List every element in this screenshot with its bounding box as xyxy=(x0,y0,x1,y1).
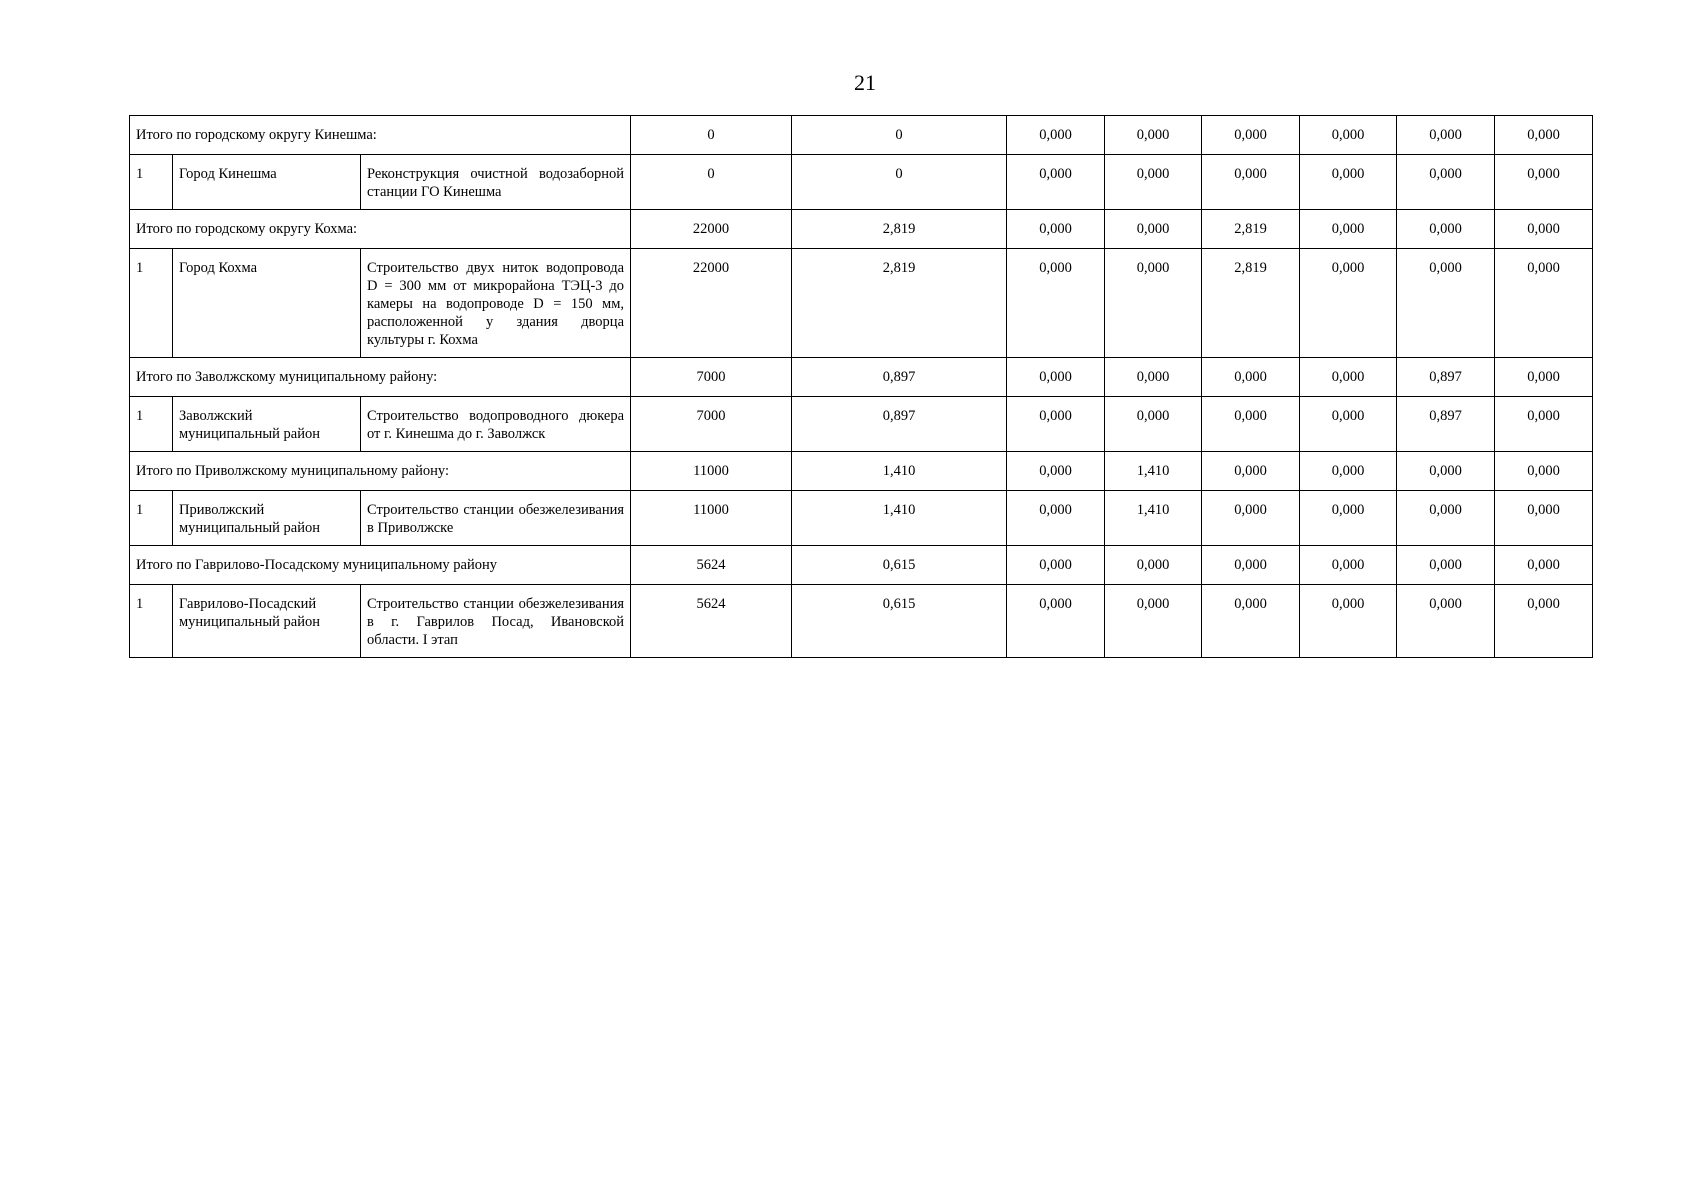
value-cell: 0,000 xyxy=(1105,397,1202,452)
total-value-cell: 0,000 xyxy=(1202,546,1300,585)
total-value-cell: 0,000 xyxy=(1397,210,1495,249)
value-cell: 0,897 xyxy=(1397,397,1495,452)
value-cell: 0,000 xyxy=(1105,585,1202,658)
project-description-cell: Реконструкция очистной водозаборной станции ГО Кинешма xyxy=(361,155,631,210)
total-value-cell: 0,000 xyxy=(1007,546,1105,585)
project-description-cell: Строительство водопроводного дюкера от г. Кинешма до г. Заволжск xyxy=(361,397,631,452)
total-value-cell: 0,000 xyxy=(1105,546,1202,585)
total-value-cell: 0,000 xyxy=(1495,116,1593,155)
value-cell: 0,000 xyxy=(1495,155,1593,210)
total-value-cell: 5624 xyxy=(631,546,792,585)
value-cell: 0,897 xyxy=(792,397,1007,452)
total-value-cell: 0,000 xyxy=(1007,452,1105,491)
total-value-cell: 0,000 xyxy=(1007,358,1105,397)
total-value-cell: 11000 xyxy=(631,452,792,491)
total-value-cell: 0,000 xyxy=(1105,210,1202,249)
table-row xyxy=(130,249,1593,358)
total-value-cell: 0,000 xyxy=(1007,210,1105,249)
value-cell: 0,000 xyxy=(1007,585,1105,658)
project-description-cell: Строительство двух ниток водопровода D = 300 мм от микрорайона ТЭЦ-3 до камеры на водопроводе D = 150 мм, расположенной у здания дворца культуры г. Кохма xyxy=(361,249,631,358)
value-cell: 0,000 xyxy=(1397,585,1495,658)
value-cell: 0,000 xyxy=(1105,249,1202,358)
total-value-cell: 0 xyxy=(631,116,792,155)
total-value-cell: 0,000 xyxy=(1300,546,1397,585)
value-cell: 0,000 xyxy=(1397,491,1495,546)
total-value-cell: 0,000 xyxy=(1495,210,1593,249)
table-row xyxy=(130,155,1593,210)
table-row xyxy=(130,585,1593,658)
total-value-cell: 0 xyxy=(792,116,1007,155)
total-value-cell: 0,000 xyxy=(1495,452,1593,491)
total-value-cell: 1,410 xyxy=(1105,452,1202,491)
value-cell: 0,000 xyxy=(1495,585,1593,658)
value-cell: 0,000 xyxy=(1300,249,1397,358)
value-cell: 7000 xyxy=(631,397,792,452)
total-value-cell: 0,000 xyxy=(1202,116,1300,155)
value-cell: 0 xyxy=(792,155,1007,210)
total-row xyxy=(130,546,1593,585)
project-description-cell: Строительство станции обезжелезивания в Приволжске xyxy=(361,491,631,546)
value-cell: 0,000 xyxy=(1495,249,1593,358)
value-cell: 0,000 xyxy=(1105,155,1202,210)
row-index: 1 xyxy=(130,585,173,658)
total-value-cell: 7000 xyxy=(631,358,792,397)
municipality-cell: Приволжский муниципальный район xyxy=(173,491,361,546)
value-cell: 5624 xyxy=(631,585,792,658)
page-number: 21 xyxy=(854,70,876,95)
row-index: 1 xyxy=(130,397,173,452)
value-cell: 0,000 xyxy=(1007,155,1105,210)
value-cell: 0,000 xyxy=(1397,249,1495,358)
total-value-cell: 2,819 xyxy=(1202,210,1300,249)
total-value-cell: 0,000 xyxy=(1397,116,1495,155)
total-value-cell: 0,000 xyxy=(1007,116,1105,155)
table-row xyxy=(130,491,1593,546)
row-index: 1 xyxy=(130,155,173,210)
value-cell: 0 xyxy=(631,155,792,210)
value-cell: 0,000 xyxy=(1495,397,1593,452)
municipality-cell: Город Кохма xyxy=(173,249,361,358)
total-value-cell: 0,000 xyxy=(1495,358,1593,397)
value-cell: 0,000 xyxy=(1007,397,1105,452)
total-value-cell: 0,897 xyxy=(792,358,1007,397)
total-value-cell: 0,000 xyxy=(1300,116,1397,155)
total-value-cell: 0,000 xyxy=(1105,116,1202,155)
total-row xyxy=(130,116,1593,155)
municipality-cell: Заволжский муниципальный район xyxy=(173,397,361,452)
value-cell: 2,819 xyxy=(792,249,1007,358)
total-row xyxy=(130,210,1593,249)
total-value-cell: 1,410 xyxy=(792,452,1007,491)
value-cell: 1,410 xyxy=(1105,491,1202,546)
total-value-cell: 0,000 xyxy=(1495,546,1593,585)
total-value-cell: 0,000 xyxy=(1202,452,1300,491)
total-label: Итого по Приволжскому муниципальному району: xyxy=(130,452,631,491)
value-cell: 0,000 xyxy=(1202,155,1300,210)
value-cell: 11000 xyxy=(631,491,792,546)
value-cell: 0,000 xyxy=(1202,585,1300,658)
total-value-cell: 0,615 xyxy=(792,546,1007,585)
value-cell: 2,819 xyxy=(1202,249,1300,358)
total-value-cell: 0,000 xyxy=(1300,452,1397,491)
total-value-cell: 0,000 xyxy=(1300,358,1397,397)
total-value-cell: 22000 xyxy=(631,210,792,249)
total-label: Итого по городскому округу Кохма: xyxy=(130,210,631,249)
value-cell: 0,000 xyxy=(1202,397,1300,452)
total-label: Итого по городскому округу Кинешма: xyxy=(130,116,631,155)
table-row xyxy=(130,397,1593,452)
total-label: Итого по Гаврилово-Посадскому муниципальному району xyxy=(130,546,631,585)
value-cell: 0,615 xyxy=(792,585,1007,658)
municipality-cell: Город Кинешма xyxy=(173,155,361,210)
municipality-cell: Гаврилово-Посадский муниципальный район xyxy=(173,585,361,658)
total-value-cell: 0,000 xyxy=(1105,358,1202,397)
value-cell: 0,000 xyxy=(1300,585,1397,658)
investment-table xyxy=(129,115,1593,658)
row-index: 1 xyxy=(130,491,173,546)
total-label: Итого по Заволжскому муниципальному району: xyxy=(130,358,631,397)
value-cell: 0,000 xyxy=(1007,249,1105,358)
row-index: 1 xyxy=(130,249,173,358)
total-value-cell: 0,000 xyxy=(1300,210,1397,249)
total-row xyxy=(130,452,1593,491)
value-cell: 0,000 xyxy=(1397,155,1495,210)
total-value-cell: 0,000 xyxy=(1397,546,1495,585)
value-cell: 0,000 xyxy=(1300,397,1397,452)
value-cell: 1,410 xyxy=(792,491,1007,546)
total-value-cell: 0,897 xyxy=(1397,358,1495,397)
total-value-cell: 2,819 xyxy=(792,210,1007,249)
project-description-cell: Строительство станции обезжелезивания в г. Гаврилов Посад, Ивановской области. I этап xyxy=(361,585,631,658)
total-value-cell: 0,000 xyxy=(1202,358,1300,397)
total-row xyxy=(130,358,1593,397)
value-cell: 0,000 xyxy=(1495,491,1593,546)
value-cell: 0,000 xyxy=(1300,155,1397,210)
total-value-cell: 0,000 xyxy=(1397,452,1495,491)
value-cell: 0,000 xyxy=(1202,491,1300,546)
value-cell: 22000 xyxy=(631,249,792,358)
value-cell: 0,000 xyxy=(1300,491,1397,546)
value-cell: 0,000 xyxy=(1007,491,1105,546)
